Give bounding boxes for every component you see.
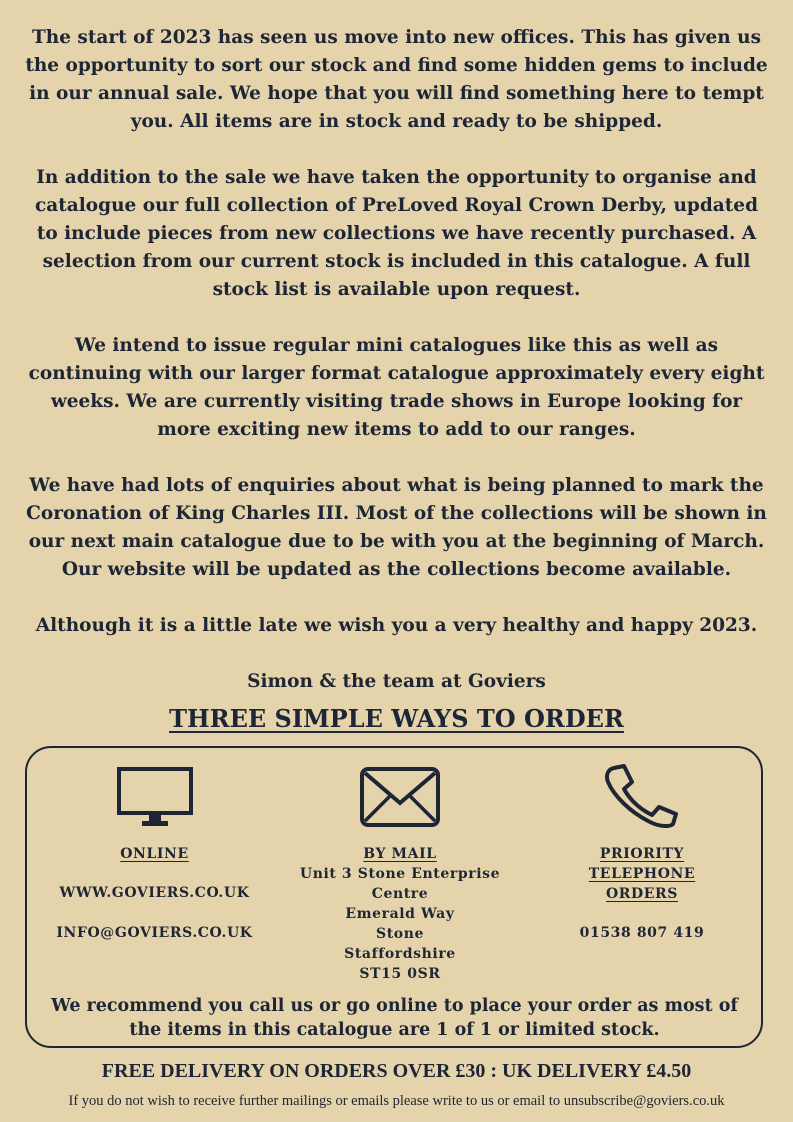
intro-paragraph: In addition to the sale we have taken the opportunity to organise and catalogue our full collection of PreLoved Royal Crown Derby, updated to include pieces from new collections we have recently purchased. A selection from our current stock is included in this catalogue. A full stock list is available upon request. [35,167,758,300]
order-recommendation: We recommend you call us or go online to place your order as most of the items in this catalogue are 1 of 1 or limited stock. [51,996,738,1040]
intro-paragraph: We intend to issue regular mini catalogues like this as well as continuing with our larger format catalogue approximately every eight weeks. We are currently visiting trade shows in Europe looking for more exciting new items to add to our ranges. [28,335,765,440]
ways-title: THREE SIMPLE WAYS TO ORDER [169,704,624,733]
online-heading: ONLINE [120,846,189,862]
phone-heading-line: PRIORITY [599,846,685,862]
email-link[interactable]: INFO@GOVIERS.CO.UK [56,925,253,941]
phone-icon [600,762,684,828]
order-options-box [25,746,763,1048]
intro-paragraph: We have had lots of enquiries about what is being planned to mark the Coronation of King Charles III. Most of the collections will be shown in our next main catalogue due to be with you at the beginning of March. Our website will be updated as the collections become available. [26,475,767,580]
intro-letter [22,24,771,696]
address-line: Stone [375,926,424,942]
address-line: Centre [371,886,429,902]
intro-paragraph: The start of 2023 has seen us move into new offices. This has given us the opportunity to sort our stock and find some hidden gems to include in our annual sale. We hope that you will find something here to tempt you. All items are in stock and ready to be shipped. [25,27,768,132]
address-line: ST15 0SR [359,966,441,982]
intro-paragraph: Although it is a little late we wish you a very healthy and happy 2023. [35,615,758,636]
phone-heading-line: TELEPHONE [588,866,696,882]
mail-heading: BY MAIL [363,846,437,862]
address-line: Unit 3 Stone Enterprise [299,866,501,882]
address-line: Staffordshire [344,946,456,962]
phone-number[interactable]: 01538 807 419 [579,925,705,941]
signature: Simon & the team at Goviers [247,671,546,692]
phone-heading-line: ORDERS [606,886,678,902]
envelope-icon [359,766,441,828]
monitor-icon [116,766,194,830]
unsubscribe-note: If you do not wish to receive further mailings or emails please write to us or email to unsubscribe@goviers.co.uk [68,1093,725,1109]
address-line: Emerald Way [345,906,455,922]
delivery-info: FREE DELIVERY ON ORDERS OVER £30 : UK DELIVERY £4.50 [101,1060,692,1082]
website-link[interactable]: WWW.GOVIERS.CO.UK [59,885,250,901]
